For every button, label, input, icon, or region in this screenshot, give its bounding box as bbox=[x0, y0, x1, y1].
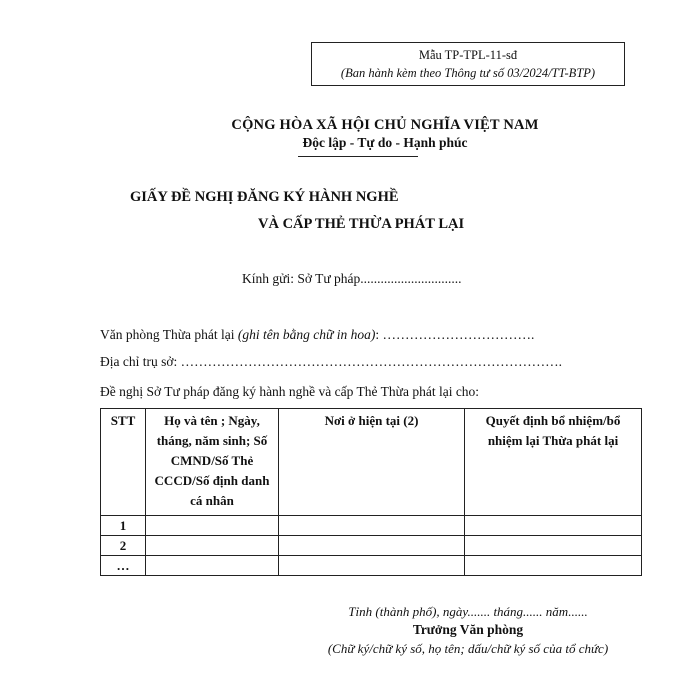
col-header-residence: Nơi ở hiện tại (2) bbox=[279, 409, 465, 516]
table-cell[interactable] bbox=[146, 516, 279, 536]
table-cell[interactable] bbox=[465, 556, 642, 576]
table-cell[interactable] bbox=[279, 516, 465, 536]
table-header-row bbox=[101, 409, 642, 516]
greeting: Kính gửi: Sở Tư pháp.............................. bbox=[242, 271, 462, 286]
table-cell[interactable] bbox=[465, 536, 642, 556]
office-name-line bbox=[100, 327, 534, 343]
table-cell: 1 bbox=[101, 516, 146, 536]
address-line: Địa chỉ trụ sở: …………………………………………………………………………. bbox=[100, 354, 562, 369]
office-dots: : ……………………………. bbox=[375, 327, 535, 342]
form-code-box bbox=[311, 42, 625, 86]
motto-underline bbox=[298, 156, 418, 157]
table-row bbox=[101, 516, 642, 536]
col-header-decision: Quyết định bổ nhiệm/bổ nhiệm lại Thừa phát lại bbox=[465, 409, 642, 516]
table-cell[interactable] bbox=[279, 536, 465, 556]
request-line: Đề nghị Sở Tư pháp đăng ký hành nghề và cấp Thẻ Thừa phát lại cho: bbox=[100, 384, 480, 399]
form-code-note: (Ban hành kèm theo Thông tư số 03/2024/TT-BTP) bbox=[340, 66, 596, 80]
signature-note: (Chữ ký/chữ ký số, họ tên; dấu/chữ ký số của tổ chức) bbox=[327, 641, 609, 656]
table-cell[interactable] bbox=[146, 536, 279, 556]
office-label: Văn phòng Thừa phát lại bbox=[100, 327, 238, 342]
table-cell[interactable] bbox=[279, 556, 465, 576]
table-cell[interactable] bbox=[465, 516, 642, 536]
col-header-name: Họ và tên ; Ngày, tháng, năm sinh; Số CMND/Số Thẻ CCCD/Số định danh cá nhân bbox=[146, 409, 279, 516]
office-hint: (ghi tên bằng chữ in hoa) bbox=[237, 327, 376, 342]
table-cell[interactable] bbox=[146, 556, 279, 576]
form-code: Mẫu TP-TPL-11-sđ bbox=[418, 48, 518, 62]
nation-heading: CỘNG HÒA XÃ HỘI CHỦ NGHĨA VIỆT NAM bbox=[231, 117, 539, 133]
signer-role: Trưởng Văn phòng bbox=[412, 622, 524, 637]
document-title-line2: VÀ CẤP THẺ THỪA PHÁT LẠI bbox=[258, 216, 465, 232]
table-row bbox=[101, 536, 642, 556]
table-cell: 2 bbox=[101, 536, 146, 556]
registration-table bbox=[100, 408, 642, 576]
table-row bbox=[101, 556, 642, 576]
document-title-line1: GIẤY ĐỀ NGHỊ ĐĂNG KÝ HÀNH NGHỀ bbox=[130, 189, 399, 205]
place-date: Tỉnh (thành phố), ngày....... tháng...... năm...... bbox=[348, 604, 588, 619]
motto: Độc lập - Tự do - Hạnh phúc bbox=[302, 135, 468, 150]
table-cell: … bbox=[101, 556, 146, 576]
col-header-stt: STT bbox=[101, 409, 146, 516]
